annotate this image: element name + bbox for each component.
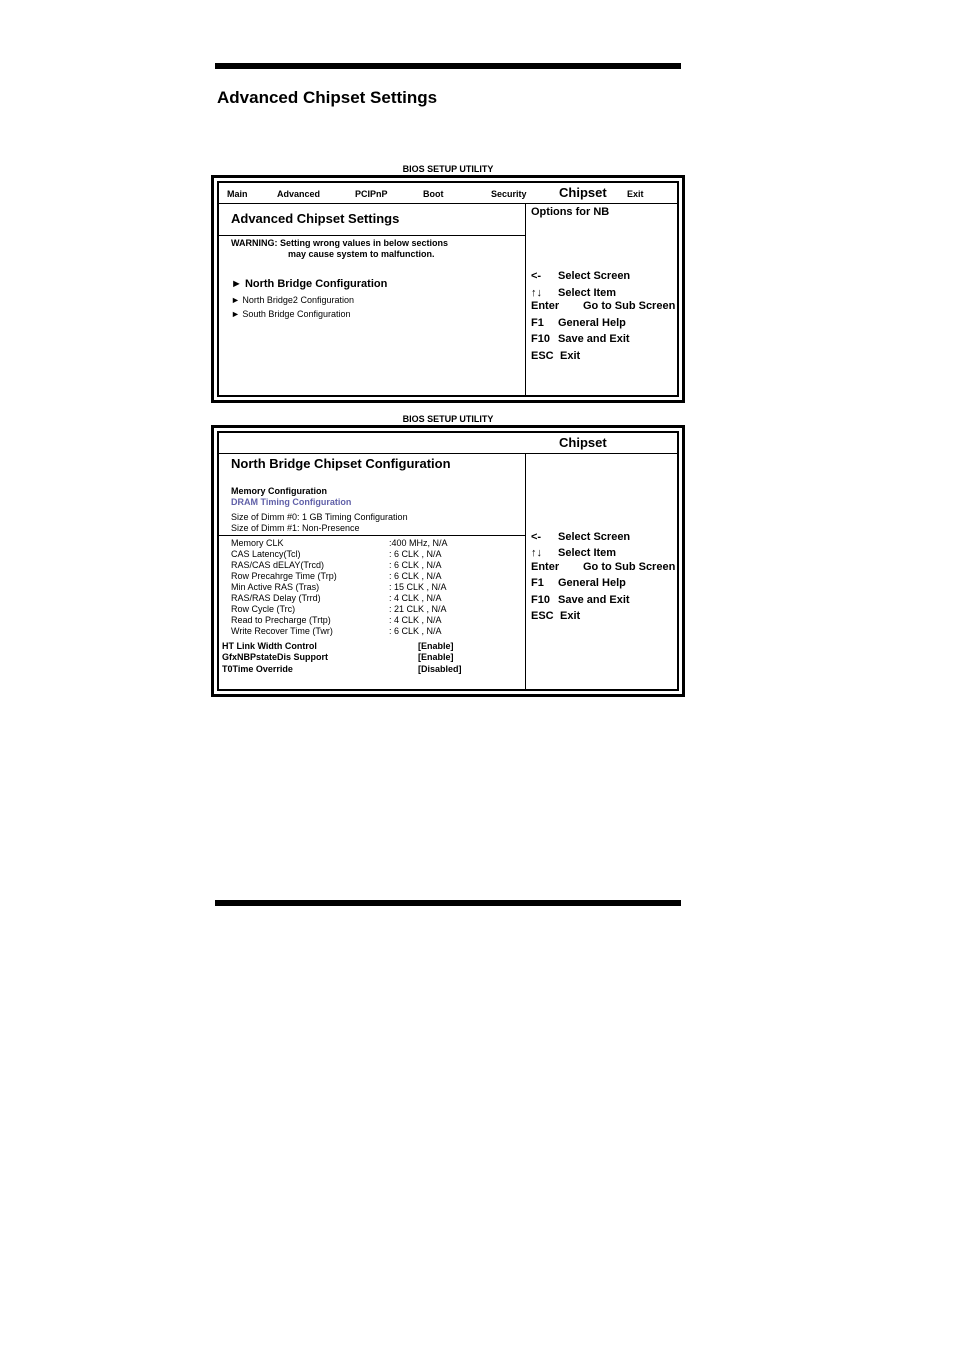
timing-value: : 6 CLK , N/A — [389, 560, 442, 570]
timing-divider — [219, 535, 525, 536]
key-f1: F1 — [531, 317, 544, 329]
menu-item-north-bridge2[interactable]: ► North Bridge2 Configuration — [231, 295, 354, 305]
section-title: North Bridge Chipset Configuration — [231, 456, 451, 471]
section-divider — [219, 235, 525, 236]
timing-value: : 6 CLK , N/A — [389, 549, 442, 559]
menu-main[interactable]: Main — [227, 189, 248, 199]
timing-label: Write Recover Time (Twr) — [231, 626, 333, 636]
menu-boot[interactable]: Boot — [423, 189, 444, 199]
key-f10-action: Save and Exit — [558, 333, 630, 345]
option-ht-link-width[interactable]: HT Link Width Control — [222, 641, 317, 651]
timing-value: : 15 CLK , N/A — [389, 582, 447, 592]
key-esc: ESC — [531, 610, 554, 622]
timing-value: : 21 CLK , N/A — [389, 604, 447, 614]
timing-value: : 6 CLK , N/A — [389, 626, 442, 636]
key-updown: ↑↓ — [531, 287, 542, 299]
key-enter: Enter — [531, 561, 560, 573]
timing-label: RAS/CAS dELAY(Trcd) — [231, 560, 325, 570]
option-t0time-override-value[interactable]: [Disabled] — [418, 664, 462, 674]
timing-label: Row Cycle (Trc) — [231, 604, 296, 614]
settings-pane — [219, 204, 526, 395]
key-f10: F10 — [531, 594, 550, 606]
menu-item-south-bridge[interactable]: ► South Bridge Configuration — [231, 309, 351, 319]
help-title: Options for NB — [531, 206, 610, 218]
timing-label: Row Precahrge Time (Trp) — [231, 571, 337, 581]
warning-line-1: WARNING: Setting wrong values in below sections — [231, 238, 449, 248]
option-gfxnbpstatedis-value[interactable]: [Enable] — [418, 652, 454, 662]
bottom-rule — [215, 900, 681, 906]
key-updown-action: Select Item — [558, 287, 617, 299]
timing-label: RAS/RAS Delay (Trrd) — [231, 593, 321, 603]
dimm1-size: Size of Dimm #1: Non-Presence — [231, 523, 360, 533]
help-pane — [526, 454, 677, 689]
timing-value: : 6 CLK , N/A — [389, 571, 442, 581]
key-updown-action: Select Item — [558, 547, 617, 559]
dimm0-size: Size of Dimm #0: 1 GB Timing Configuration — [231, 512, 408, 522]
key-left-action: Select Screen — [558, 270, 631, 282]
key-esc: ESC — [531, 350, 554, 362]
help-pane — [526, 204, 677, 395]
top-rule — [215, 63, 681, 69]
timing-label: Memory CLK — [231, 538, 284, 548]
menu-advanced[interactable]: Advanced — [277, 189, 321, 199]
menu-pcipnp[interactable]: PCIPnP — [355, 189, 388, 199]
dram-timing-link[interactable]: DRAM Timing Configuration — [231, 497, 352, 507]
timing-label: CAS Latency(Tcl) — [231, 549, 301, 559]
bios-screen-north-bridge — [211, 425, 685, 697]
section-title: Advanced Chipset Settings — [231, 211, 400, 226]
key-left-action: Select Screen — [558, 531, 631, 543]
menu-bar — [219, 183, 677, 204]
bios-screen-inner — [217, 431, 679, 691]
timing-value: : 4 CLK , N/A — [389, 593, 442, 603]
menu-security[interactable]: Security — [491, 189, 527, 199]
bios-screen-inner — [217, 181, 679, 397]
key-enter: Enter — [531, 300, 560, 312]
key-esc-action: Exit — [560, 610, 581, 622]
key-esc-action: Exit — [560, 350, 581, 362]
menu-chipset[interactable]: Chipset — [559, 185, 607, 200]
timing-label: Min Active RAS (Tras) — [231, 582, 320, 592]
bios-screen-main — [211, 175, 685, 403]
key-f10: F10 — [531, 333, 550, 345]
key-enter-action: Go to Sub Screen — [583, 561, 676, 573]
page-title: Advanced Chipset Settings — [217, 88, 438, 107]
timing-label: Read to Precharge (Trtp) — [231, 615, 331, 625]
key-updown: ↑↓ — [531, 547, 542, 559]
key-f1-action: General Help — [558, 317, 626, 329]
key-f10-action: Save and Exit — [558, 594, 630, 606]
timing-value: :400 MHz, N/A — [389, 538, 448, 548]
key-left: <- — [531, 270, 542, 282]
menu-chipset[interactable]: Chipset — [559, 435, 607, 450]
bios-title-1: BIOS SETUP UTILITY — [402, 164, 494, 174]
option-gfxnbpstatedis[interactable]: GfxNBPstateDis Support — [222, 652, 329, 662]
menu-item-north-bridge[interactable]: ► North Bridge Configuration — [231, 278, 388, 290]
key-left: <- — [531, 531, 542, 543]
option-t0time-override[interactable]: T0Time Override — [222, 664, 293, 674]
settings-pane — [219, 454, 526, 689]
timing-value: : 4 CLK , N/A — [389, 615, 442, 625]
key-enter-action: Go to Sub Screen — [583, 300, 676, 312]
option-ht-link-width-value[interactable]: [Enable] — [418, 641, 454, 651]
menu-exit[interactable]: Exit — [627, 189, 644, 199]
key-f1: F1 — [531, 577, 544, 589]
key-f1-action: General Help — [558, 577, 626, 589]
memory-config-label: Memory Configuration — [231, 486, 327, 496]
bios-title-2: BIOS SETUP UTILITY — [402, 414, 494, 424]
menu-bar — [219, 433, 677, 454]
warning-line-2: may cause system to malfunction. — [288, 249, 435, 259]
